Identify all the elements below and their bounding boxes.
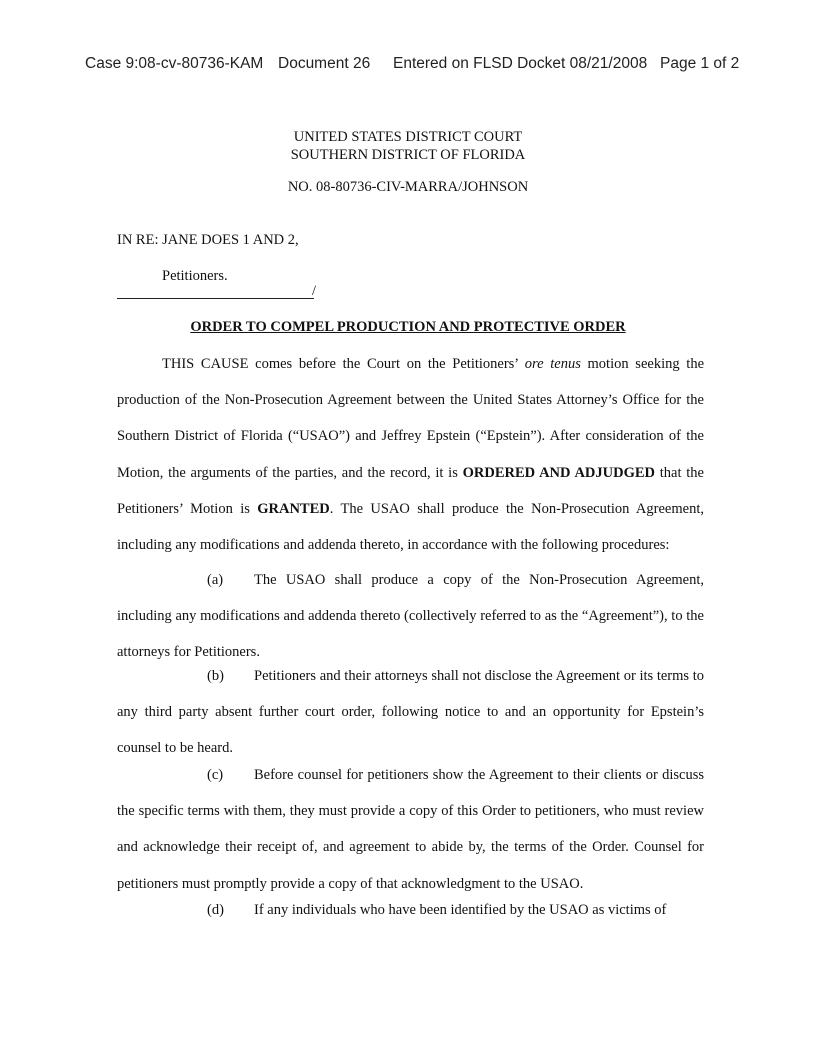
caption-rule: [117, 298, 314, 299]
case-number-header: Case 9:08-cv-80736-KAM: [85, 55, 264, 72]
item-text: Before counsel for petitioners show the Agreement to their clients or discuss the specific terms with them, they must provide a copy of this Order to petitioners, who must review and acknowledge their receipt of, and agreement to abide by, the terms of the Order. Counsel for petitioners must promptly provide a copy of that acknowledgment to the USAO.: [117, 767, 704, 892]
court-district: SOUTHERN DISTRICT OF FLORIDA: [290, 147, 526, 163]
document-number-header: Document 26: [278, 55, 371, 72]
docket-entry-date: Entered on FLSD Docket 08/21/2008: [393, 55, 648, 72]
granted: GRANTED: [257, 500, 330, 517]
ordered-adjudged: ORDERED AND ADJUDGED: [462, 464, 656, 481]
procedure-item: [117, 658, 704, 767]
intro-paragraph: [117, 346, 704, 563]
intro-text-1: THIS CAUSE comes before the Court on the Petitioners’: [162, 356, 525, 372]
item-text: Petitioners and their attorneys shall not disclose the Agreement or its terms to any third party absent further court order, following notice to and an opportunity for Epstein’s counsel to be heard.: [117, 668, 704, 757]
case-caption: IN RE: JANE DOES 1 AND 2,: [117, 232, 299, 248]
party-designation: Petitioners.: [162, 268, 228, 284]
intro-text-3: that the Petitioners’ Motion is: [117, 464, 704, 517]
intro-text-2: motion seeking the production of the Non-Prosecution Agreement between the United States Attorney’s Office for the Southern District of Florida (“USAO”) and Jeffrey Epstein (“Epstein”). After consideration of the Motion, the arguments of the parties, and the record, it is: [117, 356, 704, 481]
intro-italic: ore tenus: [524, 356, 581, 372]
item-label: (c): [207, 767, 224, 783]
intro-text-4: . The USAO shall produce the Non-Prosecution Agreement, including any modifications and addenda thereto, in accordance with the following procedures:: [117, 500, 704, 554]
caption-slash: /: [312, 283, 317, 299]
case-number: NO. 08-80736-CIV-MARRA/JOHNSON: [287, 179, 529, 195]
procedure-item: [117, 562, 704, 671]
order-title: ORDER TO COMPEL PRODUCTION AND PROTECTIVE ORDER: [190, 319, 626, 335]
item-label: (b): [207, 668, 224, 684]
item-text: The USAO shall produce a copy of the Non-Prosecution Agreement, including any modifications and addenda thereto (collectively referred to as the “Agreement”), to the attorneys for Petitioners.: [117, 572, 704, 661]
item-label: (d): [207, 902, 224, 918]
procedure-item: [117, 757, 704, 902]
procedure-item: [117, 892, 704, 928]
page-indicator: Page 1 of 2: [660, 55, 740, 72]
item-label: (a): [207, 572, 224, 588]
item-text: If any individuals who have been identified by the USAO as victims of: [254, 902, 667, 918]
court-name: UNITED STATES DISTRICT COURT: [293, 129, 523, 145]
